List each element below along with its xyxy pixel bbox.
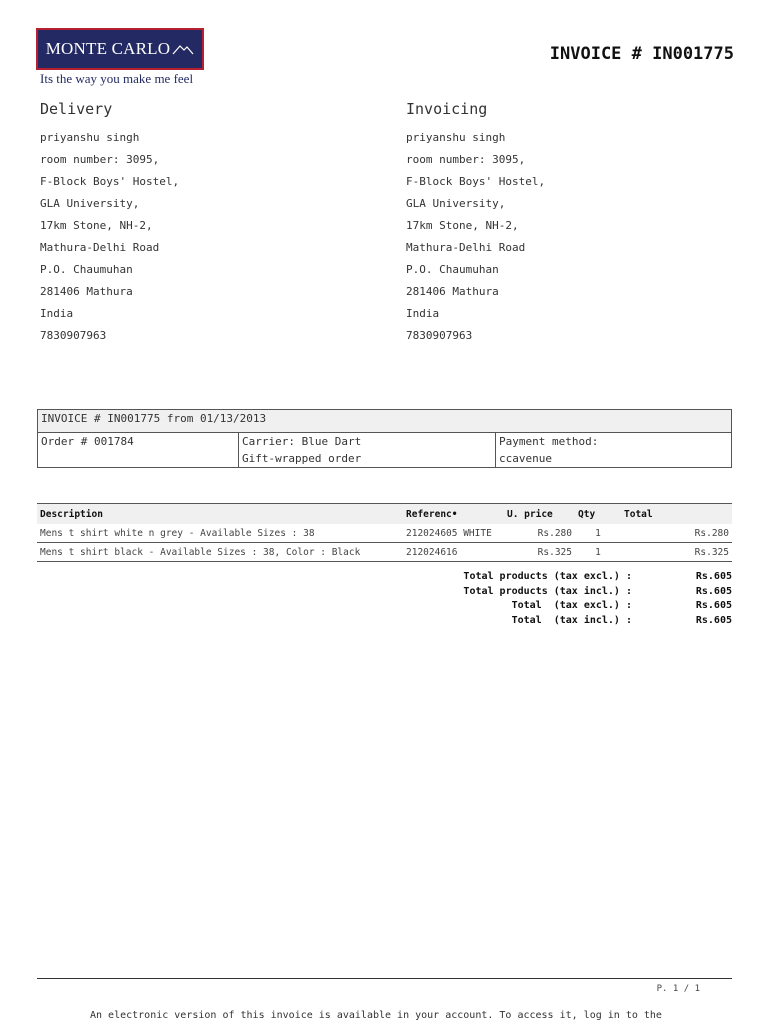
delivery-line: priyanshu singh xyxy=(40,131,140,144)
invoicing-line: room number: 3095, xyxy=(406,153,526,166)
delivery-line: room number: 3095, xyxy=(40,153,160,166)
item-qty: 1 xyxy=(575,524,621,543)
brand-tagline: Its the way you make me feel xyxy=(40,71,194,86)
item-total: Rs.325 xyxy=(621,543,732,562)
delivery-address xyxy=(40,100,370,348)
total-row xyxy=(463,571,732,586)
item-unit-price: Rs.280 xyxy=(504,524,575,543)
page-number: P. 1 / 1 xyxy=(656,984,700,994)
total-value: Rs.605 xyxy=(695,600,732,611)
delivery-line: Mathura-Delhi Road xyxy=(40,241,160,254)
delivery-heading: Delivery xyxy=(40,100,113,118)
item-reference: 212024616 xyxy=(403,543,504,562)
invoicing-line: F-Block Boys' Hostel, xyxy=(406,175,546,188)
item-description: Mens t shirt white n grey - Available Sizes : 38 xyxy=(37,524,403,543)
footer-divider xyxy=(37,978,732,979)
carrier-name: Carrier: Blue Dart xyxy=(242,435,362,448)
line-items-table xyxy=(37,503,732,562)
total-row xyxy=(463,586,732,601)
order-info-table xyxy=(37,409,732,468)
invoicing-line: India xyxy=(406,307,440,320)
payment-label: Payment method: xyxy=(499,435,599,448)
delivery-line: F-Block Boys' Hostel, xyxy=(40,175,180,188)
totals-block xyxy=(463,571,732,629)
table-row xyxy=(37,543,732,562)
carrier-cell xyxy=(239,433,496,468)
payment-method: ccavenue xyxy=(499,452,552,465)
total-row xyxy=(463,600,732,615)
invoicing-address xyxy=(406,100,736,348)
invoicing-line: GLA University, xyxy=(406,197,506,210)
total-label: Total products (tax excl.) : xyxy=(463,571,632,582)
col-total: Total xyxy=(621,504,732,525)
total-value: Rs.605 xyxy=(695,585,732,597)
item-reference: 212024605 WHITE xyxy=(403,524,504,543)
total-label: Total (tax excl.) : xyxy=(511,600,632,611)
col-unit-price: U. price xyxy=(504,504,575,525)
item-qty: 1 xyxy=(575,543,621,562)
gift-wrapped-note: Gift-wrapped order xyxy=(242,452,362,465)
invoice-title: INVOICE # IN001775 xyxy=(549,44,734,64)
table-row xyxy=(37,524,732,543)
brand-name: MONTE CARLO xyxy=(45,39,171,58)
mountain-icon xyxy=(172,43,194,55)
delivery-line: P.O. Chaumuhan xyxy=(40,263,133,276)
delivery-line: 281406 Mathura xyxy=(40,285,133,298)
invoicing-line: P.O. Chaumuhan xyxy=(406,263,499,276)
order-number: Order # 001784 xyxy=(38,433,239,468)
delivery-line: 17km Stone, NH-2, xyxy=(40,219,153,232)
col-reference: Referenc• xyxy=(403,504,504,525)
total-value: Rs.605 xyxy=(695,614,732,626)
brand-logo xyxy=(36,28,204,70)
invoicing-line: 281406 Mathura xyxy=(406,285,499,298)
item-unit-price: Rs.325 xyxy=(504,543,575,562)
invoicing-line: priyanshu singh xyxy=(406,131,506,144)
total-label: Total products (tax incl.) : xyxy=(463,585,632,597)
invoice-date-header: INVOICE # IN001775 from 01/13/2013 xyxy=(38,410,732,433)
payment-cell xyxy=(496,433,732,468)
total-row xyxy=(463,615,732,630)
invoicing-heading: Invoicing xyxy=(406,100,488,118)
invoicing-line: Mathura-Delhi Road xyxy=(406,241,526,254)
invoicing-line: 7830907963 xyxy=(406,329,473,342)
item-description: Mens t shirt black - Available Sizes : 38, Color : Black xyxy=(37,543,403,562)
invoicing-line: 17km Stone, NH-2, xyxy=(406,219,519,232)
delivery-line: 7830907963 xyxy=(40,329,107,342)
col-description: Description xyxy=(37,504,403,525)
total-label: Total (tax incl.) : xyxy=(511,614,632,626)
total-value: Rs.605 xyxy=(695,571,732,582)
delivery-line: GLA University, xyxy=(40,197,140,210)
col-qty: Qty xyxy=(575,504,621,525)
footer-note: An electronic version of this invoice is available in your account. To access it, log in to the xyxy=(90,1010,662,1021)
delivery-line: India xyxy=(40,307,74,320)
item-total: Rs.280 xyxy=(621,524,732,543)
